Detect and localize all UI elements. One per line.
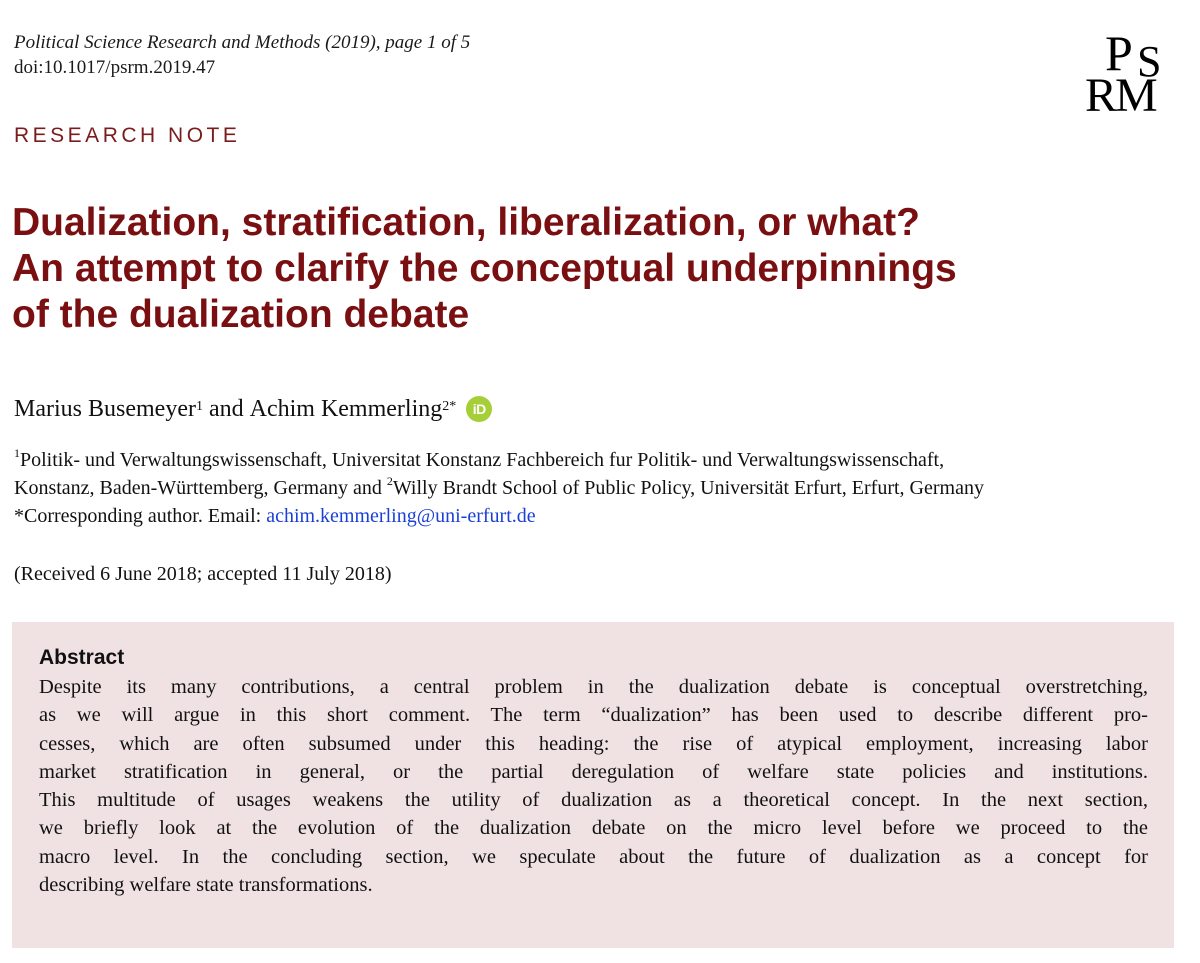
article-title [12,200,1172,338]
title-line: of the dualization debate [12,293,470,336]
abstract-line: cesses, which are often subsumed under this heading: the rise of atypical employment, increasing labor [39,732,1148,755]
logo-letter-r: R [1085,69,1118,122]
psrm-logo [1085,25,1177,122]
abstract-heading: Abstract [39,646,125,669]
author-connector: and [202,396,250,422]
logo-letter-p: P [1105,25,1133,81]
title-line: Dualization, stratification, liberalization, or what? [12,201,920,244]
abstract-line: as we will argue in this short comment. The term “dualization” has been used to describe different pro- [39,704,1148,727]
affiliations [14,446,1184,530]
logo-letter-m: M [1115,69,1158,122]
abstract-box [12,622,1174,948]
abstract-line: Despite its many contributions, a central problem in the dualization debate is conceptual overstretching, [39,676,1148,698]
abstract-line: This multitude of usages weakens the utility of dualization as a theoretical concept. In the next section, [39,789,1148,812]
title-line: An attempt to clarify the conceptual underpinnings [12,247,957,290]
affiliation-text: Konstanz, Baden-Württemberg, Germany and [14,477,387,499]
section-label: RESEARCH NOTE [14,124,241,147]
affiliation-marker: 1 [14,446,20,461]
author-list: Marius Busemeyer $^1$ and Achim Kemmerling $^{2*}$ iD [14,393,492,425]
journal-header [14,30,470,80]
received-dates: (Received 6 June 2018; accepted 11 July 2018) [14,563,392,585]
doi: doi:10.1017/psrm.2019.47 [14,57,216,78]
author-name[interactable]: Achim Kemmerling [249,396,443,422]
orcid-icon[interactable]: iD [466,396,492,422]
abstract-line: macro level. In the concluding section, we speculate about the future of dualization as a concept for [39,845,1148,868]
abstract-line: we briefly look at the evolution of the dualization debate on the micro level before we proceed to the [39,817,1148,840]
logo-letter-s: S [1137,37,1162,86]
abstract-text [39,673,1148,899]
abstract-line: describing welfare state transformations. [39,874,373,897]
author-name[interactable]: Marius Busemeyer [14,396,196,422]
corresponding-label: *Corresponding author. Email: [14,505,267,527]
affiliation-line [14,446,1184,474]
affiliation-text: Willy Brandt School of Public Policy, Universität Erfurt, Erfurt, Germany [392,477,984,499]
corresponding-author [14,502,1184,530]
affiliation-marker: 2 [386,474,393,489]
abstract-line: market stratification in general, or the partial deregulation of welfare state policies and institutions. [39,760,1148,783]
email-link[interactable]: achim.kemmerling@uni-erfurt.de [266,505,536,527]
affiliation-text: Politik- und Verwaltungswissenschaft, Universitat Konstanz Fachbereich fur Politik- und Verwaltungswissenschaft, [20,449,945,471]
journal-citation: Political Science Research and Methods (2019), page 1 of 5 [14,32,471,53]
affiliation-line [14,474,1184,502]
